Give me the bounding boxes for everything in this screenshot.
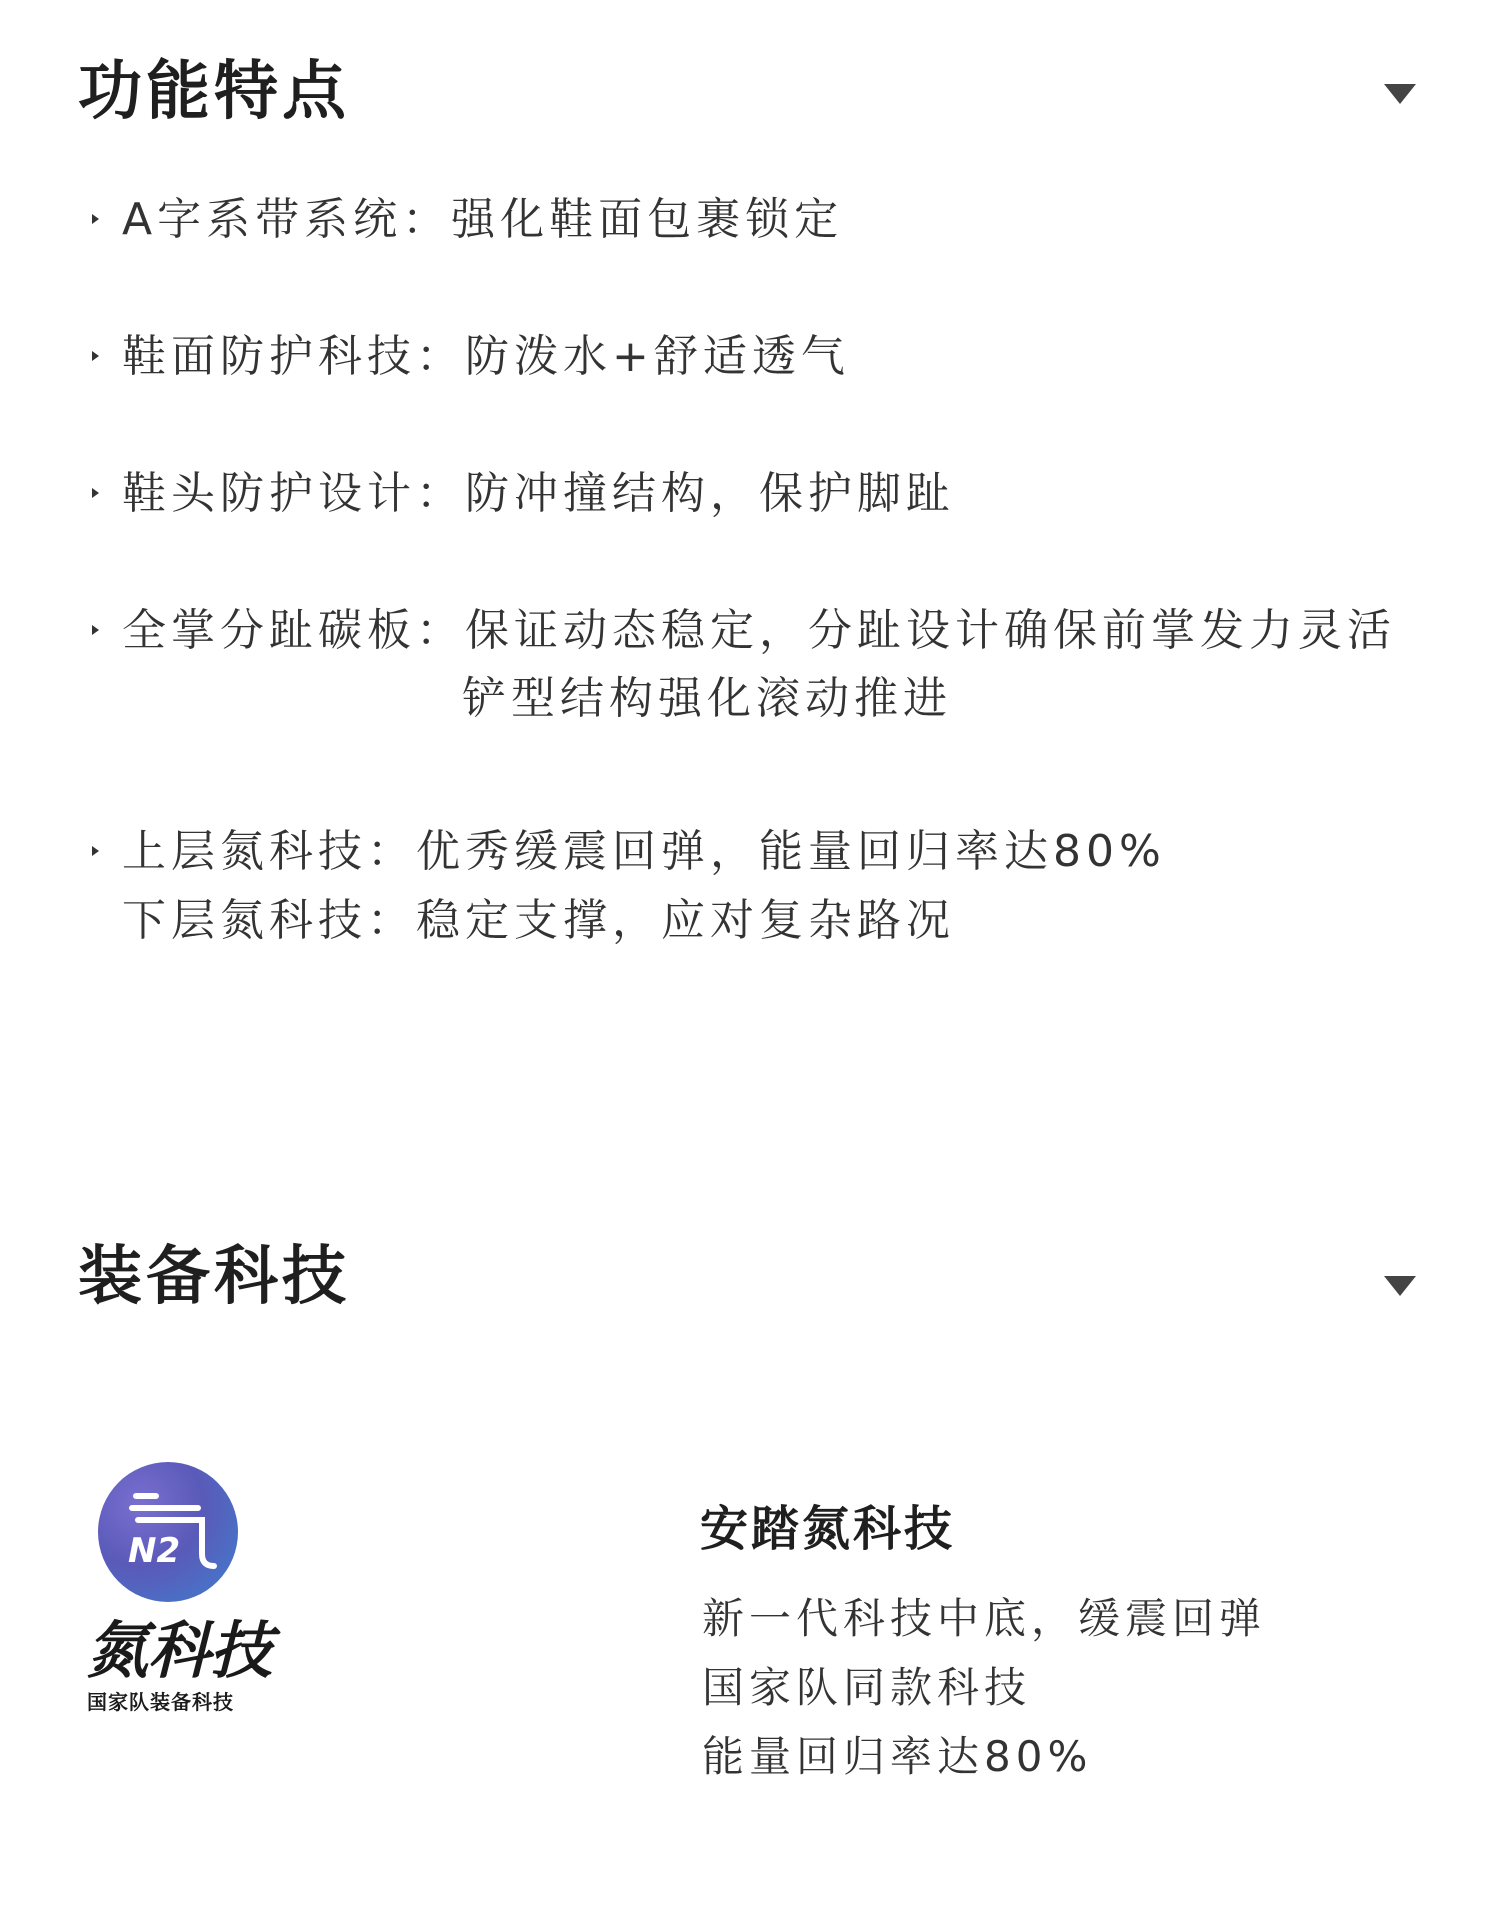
feature-text: 稳定支撑，应对复杂路况 [416,895,955,946]
feature-text: 防冲撞结构，保护脚趾 [465,468,955,519]
bullet-icon [92,625,99,635]
bullet-icon [92,488,99,498]
equipment-collapse-toggle[interactable] [1380,1270,1420,1302]
nitrogen-tech-logo [78,1462,273,1732]
logo-main-text: 氮科技 [86,1614,273,1687]
tech-name: 安踏氮科技 [700,1501,956,1557]
feature-text: 防泼水+舒适透气 [465,331,850,382]
feature-text: 保证动态稳定，分趾设计确保前掌发力灵活 [465,605,1396,656]
tech-description-line: 国家队同款科技 [702,1663,1032,1712]
features-title: 功能特点 [78,55,350,129]
features-collapse-toggle[interactable] [1380,78,1420,110]
feature-text: 强化鞋面包裹锁定 [451,194,844,245]
tech-description-line: 能量回归率达80% [702,1732,1093,1781]
equipment-title: 装备科技 [78,1240,350,1314]
logo-sub-text: 国家队装备科技 [87,1690,234,1714]
feature-label: 鞋面防护科技： [122,331,465,382]
caret-down-icon [1384,1276,1416,1296]
feature-label: A字系带系统： [122,194,452,245]
feature-label: 全掌分趾碳板： [122,605,465,656]
n2-logo-icon [98,1462,238,1602]
tech-description-line: 新一代科技中底，缓震回弹 [702,1594,1267,1643]
logo-circle-text: N2 [128,1531,181,1571]
feature-label: 下层氮科技： [122,895,416,946]
feature-text-continued: 铲型结构强化滚动推进 [462,673,952,724]
bullet-icon [92,846,99,856]
bullet-icon [92,214,99,224]
caret-down-icon [1384,84,1416,104]
feature-label: 上层氮科技： [122,826,416,877]
feature-text: 优秀缓震回弹，能量回归率达80% [416,826,1166,877]
bullet-icon [92,351,99,361]
feature-label: 鞋头防护设计： [122,468,465,519]
